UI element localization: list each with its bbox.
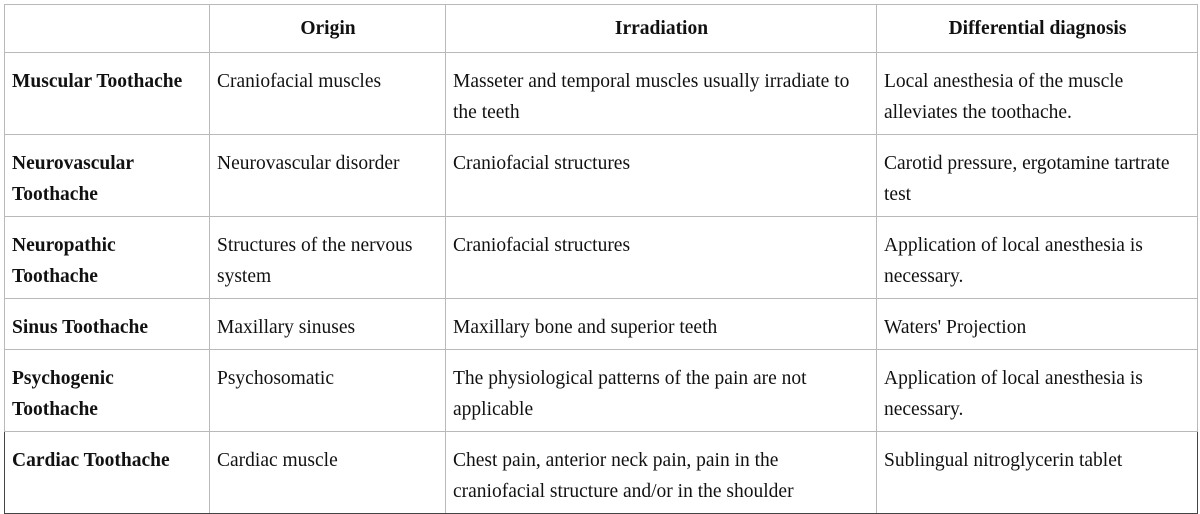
origin-cell: Neurovascular disorder bbox=[210, 135, 446, 217]
irradiation-cell: Masseter and temporal muscles usually irradiate to the teeth bbox=[446, 53, 877, 135]
header-row bbox=[5, 5, 1198, 53]
header-differential-diagnosis: Differential diagnosis bbox=[877, 5, 1198, 53]
header-irradiation: Irradiation bbox=[446, 5, 877, 53]
irradiation-cell: Craniofacial structures bbox=[446, 217, 877, 299]
row-name: Neurovascular Toothache bbox=[5, 135, 210, 217]
row-name: Sinus Toothache bbox=[5, 299, 210, 350]
diagnosis-cell: Carotid pressure, ergotamine tartrate test bbox=[877, 135, 1198, 217]
header-origin: Origin bbox=[210, 5, 446, 53]
diagnosis-cell: Application of local anesthesia is necessary. bbox=[877, 217, 1198, 299]
table-row bbox=[5, 350, 1198, 432]
origin-cell: Psychosomatic bbox=[210, 350, 446, 432]
origin-cell: Maxillary sinuses bbox=[210, 299, 446, 350]
irradiation-cell: The physiological patterns of the pain are not applicable bbox=[446, 350, 877, 432]
irradiation-cell: Craniofacial structures bbox=[446, 135, 877, 217]
table-row bbox=[5, 217, 1198, 299]
toothache-table bbox=[4, 4, 1198, 514]
diagnosis-cell: Application of local anesthesia is necessary. bbox=[877, 350, 1198, 432]
irradiation-cell: Chest pain, anterior neck pain, pain in the craniofacial structure and/or in the shoulder bbox=[446, 432, 877, 514]
row-name: Neuropathic Toothache bbox=[5, 217, 210, 299]
row-name: Cardiac Toothache bbox=[5, 432, 210, 514]
table-row bbox=[5, 299, 1198, 350]
irradiation-cell: Maxillary bone and superior teeth bbox=[446, 299, 877, 350]
diagnosis-cell: Local anesthesia of the muscle alleviates the toothache. bbox=[877, 53, 1198, 135]
diagnosis-cell: Sublingual nitroglycerin tablet bbox=[877, 432, 1198, 514]
table-row bbox=[5, 432, 1198, 514]
row-name: Muscular Toothache bbox=[5, 53, 210, 135]
table-row bbox=[5, 53, 1198, 135]
origin-cell: Structures of the nervous system bbox=[210, 217, 446, 299]
row-name: Psychogenic Toothache bbox=[5, 350, 210, 432]
header-corner bbox=[5, 5, 210, 53]
diagnosis-cell: Waters' Projection bbox=[877, 299, 1198, 350]
origin-cell: Craniofacial muscles bbox=[210, 53, 446, 135]
origin-cell: Cardiac muscle bbox=[210, 432, 446, 514]
table-row bbox=[5, 135, 1198, 217]
